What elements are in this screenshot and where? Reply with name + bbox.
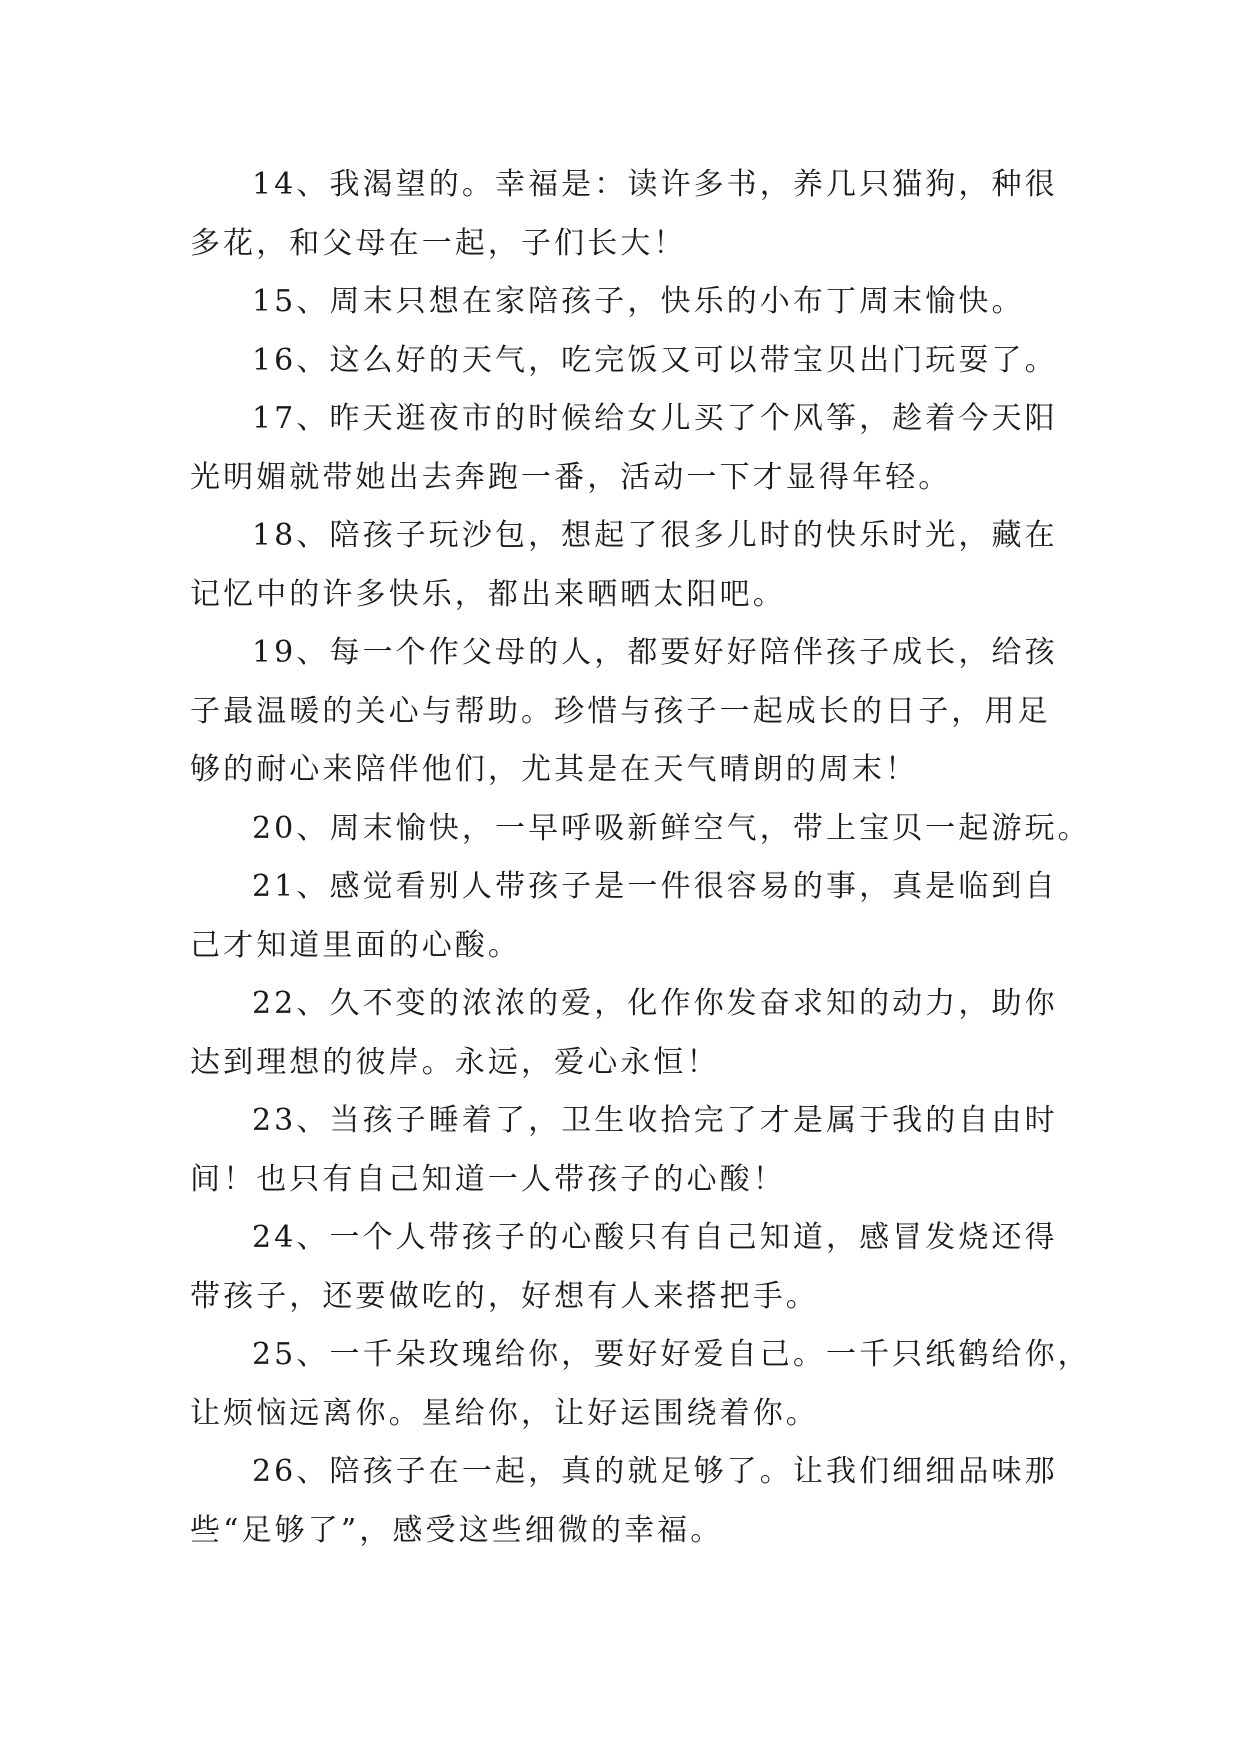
document-body — [190, 156, 1091, 1560]
paragraph-line: 子最温暖的关心与帮助。珍惜与孩子一起成长的日子，用足 — [190, 693, 1051, 729]
paragraph-19 — [190, 624, 1058, 800]
paragraph-16 — [190, 332, 1058, 391]
paragraph-line: 够的耐心来陪伴他们，尤其是在天气晴朗的周末！ — [190, 752, 919, 787]
paragraph-line: 记忆中的许多快乐，都出来晒晒太阳吧。 — [190, 576, 786, 612]
paragraph-line: 光明媚就带她出去奔跑一番，活动一下才显得年轻。 — [190, 459, 952, 495]
paragraph-22 — [190, 975, 1058, 1092]
paragraph-21 — [190, 858, 1058, 975]
paragraph-line: 21、感觉看别人带孩子是一件很容易的事，真是临到自 — [252, 869, 1058, 904]
paragraph-line: 18、陪孩子玩沙包，想起了很多儿时的快乐时光，藏在 — [252, 518, 1058, 553]
paragraph-line: 间！也只有自己知道一人带孩子的心酸！ — [190, 1161, 786, 1197]
paragraph-line: 多花，和父母在一起，子们长大！ — [190, 225, 687, 261]
paragraph-line: 让烦恼远离你。星给你，让好运围绕着你。 — [190, 1395, 819, 1431]
paragraph-line: 些“足够了”，感受这些细微的幸福。 — [190, 1512, 724, 1548]
paragraph-line: 16、这么好的天气，吃完饭又可以带宝贝出门玩耍了。 — [252, 342, 1058, 378]
paragraph-line: 带孩子，还要做吃的，好想有人来搭把手。 — [190, 1278, 819, 1314]
paragraph-17 — [190, 390, 1058, 507]
paragraph-line: 25、一千朵玫瑰给你，要好好爱自己。一千只纸鹤给你， — [252, 1337, 1091, 1372]
paragraph-14 — [190, 156, 1058, 273]
paragraph-20 — [190, 800, 1091, 859]
paragraph-24 — [190, 1209, 1058, 1326]
paragraph-line: 24、一个人带孩子的心酸只有自己知道，感冒发烧还得 — [252, 1220, 1058, 1255]
paragraph-23 — [190, 1092, 1058, 1209]
paragraph-26 — [190, 1443, 1058, 1560]
paragraph-line: 26、陪孩子在一起，真的就足够了。让我们细细品味那 — [252, 1454, 1058, 1489]
paragraph-25 — [190, 1326, 1091, 1443]
paragraph-15 — [190, 273, 1052, 332]
paragraph-line: 达到理想的彼岸。永远，爱心永恒！ — [190, 1044, 720, 1080]
paragraph-18 — [190, 507, 1058, 624]
paragraph-line: 22、久不变的浓浓的爱，化作你发奋求知的动力，助你 — [252, 986, 1058, 1021]
paragraph-line: 19、每一个作父母的人，都要好好陪伴孩子成长，给孩 — [252, 635, 1058, 670]
paragraph-line: 15、周末只想在家陪孩子，快乐的小布丁周末愉快。 — [252, 284, 1025, 319]
paragraph-line: 17、昨天逛夜市的时候给女儿买了个风筝，趁着今天阳 — [252, 401, 1058, 436]
paragraph-line: 20、周末愉快，一早呼吸新鲜空气，带上宝贝一起游玩。 — [252, 810, 1091, 846]
paragraph-line: 23、当孩子睡着了，卫生收拾完了才是属于我的自由时 — [252, 1103, 1058, 1138]
paragraph-line: 14、我渴望的。幸福是：读许多书，养几只猫狗，种很 — [252, 167, 1058, 202]
paragraph-line: 己才知道里面的心酸。 — [190, 927, 521, 963]
